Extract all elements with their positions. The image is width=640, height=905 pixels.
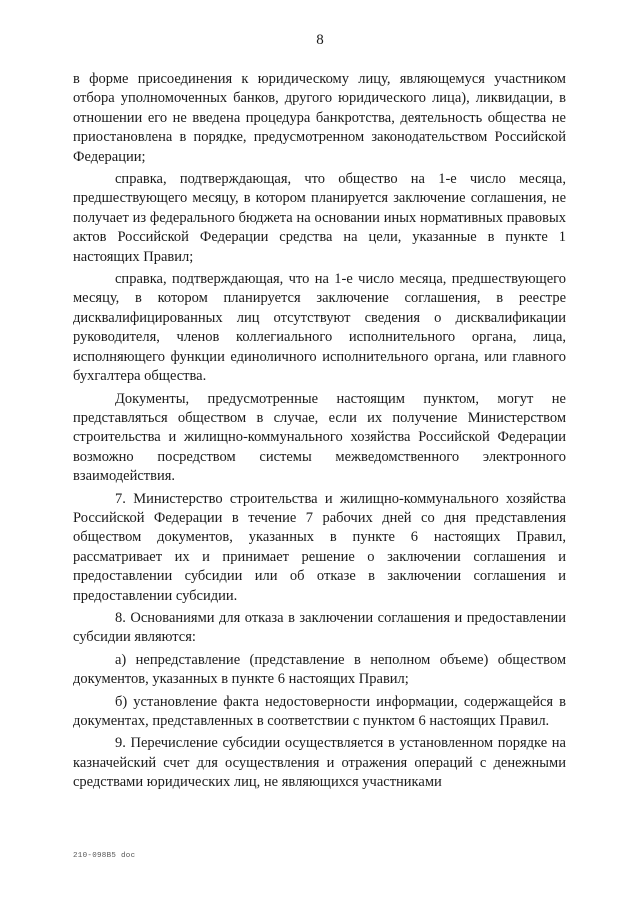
document-body [73,70,566,793]
page-number: 8 [316,32,324,48]
paragraph-clause-7: 7. Министерство строительства и жилищно-коммунального хозяйства Российской Федерации в течение 7 рабочих дней со дня представления обществом документов, указанных в пункте 6 настоящих Правил, рассматривает их и принимает решение о заключении соглашения и предоставлении субсидии или об отказе в заключении соглашения и предоставлении субсидии. [73,490,566,604]
paragraph-budget-funds-certificate: справка, подтверждающая, что общество на 1-е число месяца, предшествующего месяцу, в котором планируется заключение соглашения, не получает из федерального бюджета на основании иных нормативных правовых актов Российской Федерации средства на цели, указанные в пункте 1 настоящих Правил; [73,171,566,265]
paragraph-clause-8: 8. Основаниями для отказа в заключении соглашения и предоставлении субсидии являются: [73,609,566,646]
document-code: 210-098В5 doc [73,852,136,860]
paragraph-clause-8a: а) непредставление (представление в неполном объеме) обществом документов, указанных в пункте 6 настоящих Правил; [73,651,566,688]
paragraph-clause-8b: б) установление факта недостоверности информации, содержащейся в документах, представленных в соответствии с пунктом 6 настоящих Правил. [73,693,566,729]
paragraph-clause-9: 9. Перечисление субсидии осуществляется в установленном порядке на казначейский счет для осуществления и отражения операций с денежными средствами юридических лиц, не являющихся участниками [73,735,566,791]
paragraph-disqualification-certificate: справка, подтверждающая, что на 1-е число месяца, предшествующего месяцу, в котором планируется заключение соглашения, в реестре дисквалифицированных лиц отсутствуют сведения о дисквалификации руководителя, членов коллегиального исполнительного органа, лица, исполняющего функции единоличного исполнительного органа, или главного бухгалтера общества. [73,271,566,385]
paragraph-documents-note: Документы, предусмотренные настоящим пунктом, могут не представляться обществом в случае, если их получение Министерством строительства и жилищно-коммунального хозяйства Российской Федерации возможно посредством системы межведомственного электронного взаимодействия. [73,390,566,485]
paragraph-liquidation-status: в форме присоединения к юридическому лицу, являющемуся участником отбора уполномоченных банков, другого юридического лица), ликвидации, в отношении его не введена процедура банкротства, деятельность общества не приостановлена в порядке, предусмотренном законодательством Российской Федерации; [73,71,566,165]
